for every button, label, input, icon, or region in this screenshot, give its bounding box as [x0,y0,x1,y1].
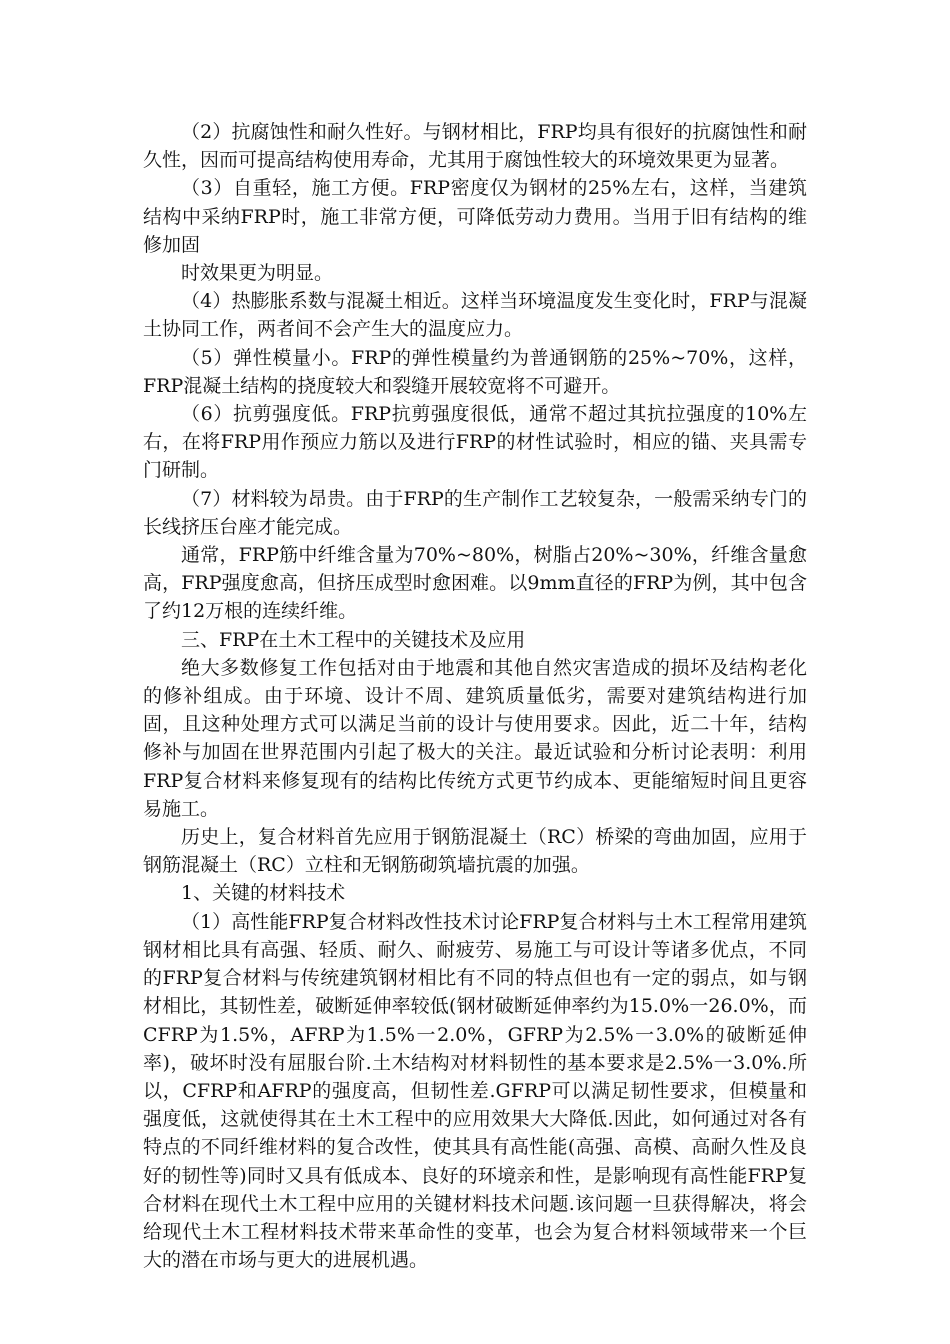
paragraph-repair-work: 绝大多数修复工作包括对由于地震和其他自然灾害造成的损坏及结构老化的修补组成。由于环境、设计不周、建筑质量低劣，需要对建筑结构进行加固，且这种处理方式可以满足当前的设计与使用要求。因此，近二十年，结构修补与加固在世界范围内引起了极大的关注。最近试验和分析讨论表明：利用 FRP复合材料来修复现有的结构比传统方式更节约成本、更能缩短时间且更容易施工。 [143,656,807,820]
paragraph-elastic-modulus: （5）弹性模量小。FRP的弹性模量约为普通钢筋的25%~70%，这样，FRP混凝土结构的挠度较大和裂缝开展较宽将不可避开。 [143,346,807,397]
paragraph-shear-strength: （6）抗剪强度低。FRP抗剪强度很低，通常不超过其抗拉强度的10%左右，在将FRP用作预应力筋以及进行FRP的材性试验时，相应的锚、夹具需专门研制。 [143,403,807,482]
paragraph-corrosion-resistance: （2）抗腐蚀性和耐久性好。与钢材相比，FRP均具有很好的抗腐蚀性和耐久性，因而可提高结构使用寿命，尤其用于腐蚀性较大的环境效果更为显著。 [143,121,807,172]
paragraph-cost: （7）材料较为昂贵。由于FRP的生产制作工艺较复杂，一般需采纳专门的长线挤压台座才能完成。 [143,487,807,538]
section-heading-key-technology: 三、FRP在土木工程中的关键技术及应用 [181,628,526,651]
paragraph-thermal-expansion: （4）热膨胀系数与混凝土相近。这样当环境温度发生变化时，FRP与混凝土协同工作，两者间不会产生大的温度应力。 [143,290,807,341]
subsection-heading-material-technology: 1、关键的材料技术 [181,882,346,905]
paragraph-light-weight: （3）自重轻，施工方便。FRP密度仅为钢材的25%左右，这样，当建筑结构中采纳FRP时，施工非常方便，可降低劳动力费用。当用于旧有结构的维修加固 [143,177,807,256]
document-body [143,118,807,1274]
paragraph-light-weight-continued: 时效果更为明显。 [181,262,334,285]
paragraph-fiber-content: 通常，FRP筋中纤维含量为70%~80%，树脂占20%~30%，纤维含量愈高，FRP强度愈高，但挤压成型时愈困难。以9mm直径的FRP为例，其中包含了约12万根的连续纤维。 [143,544,807,623]
paragraph-history: 历史上，复合材料首先应用于钢筋混凝土（RC）桥梁的弯曲加固，应用于钢筋混凝土（RC）立柱和无钢筋砌筑墙抗震的加强。 [143,826,807,877]
paragraph-high-performance-frp: （1）高性能FRP复合材料改性技术讨论FRP复合材料与土木工程常用建筑钢材相比具有高强、轻质、耐久、耐疲劳、易施工与可设计等诸多优点，不同的FRP复合材料与传统建筑钢材相比有不同的特点但也有一定的弱点，如与钢材相比，其韧性差，破断延伸率较低(钢材破断延伸率约为15.0%一26.0%，而CFRP为1.5%，AFRP为1.5%一2.0%，GFRP为2.5%一3.0%的破断延伸率)，破坏时没有屈服台阶.土木结构对材料韧性的基本要求是2.5%一3.0%.所以，CFRP和AFRP的强度高，但韧性差.GFRP可以满足韧性要求，但模量和强度低，这就使得其在土木工程中的应用效果大大降低.因此，如何通过对各有特点的不同纤维材料的复合改性，使其具有高性能(高强、高模、高耐久性及良好的韧性等)同时又具有低成本、良好的环境亲和性，是影响现有高性能FRP复合材料在现代土木工程中应用的关键材料技术问题.该问题一旦获得解决，将会给现代土木工程材料技术带来革命性的变革，也会为复合材料领域带来一个巨大的潜在市场与更大的进展机遇。 [143,910,807,1272]
